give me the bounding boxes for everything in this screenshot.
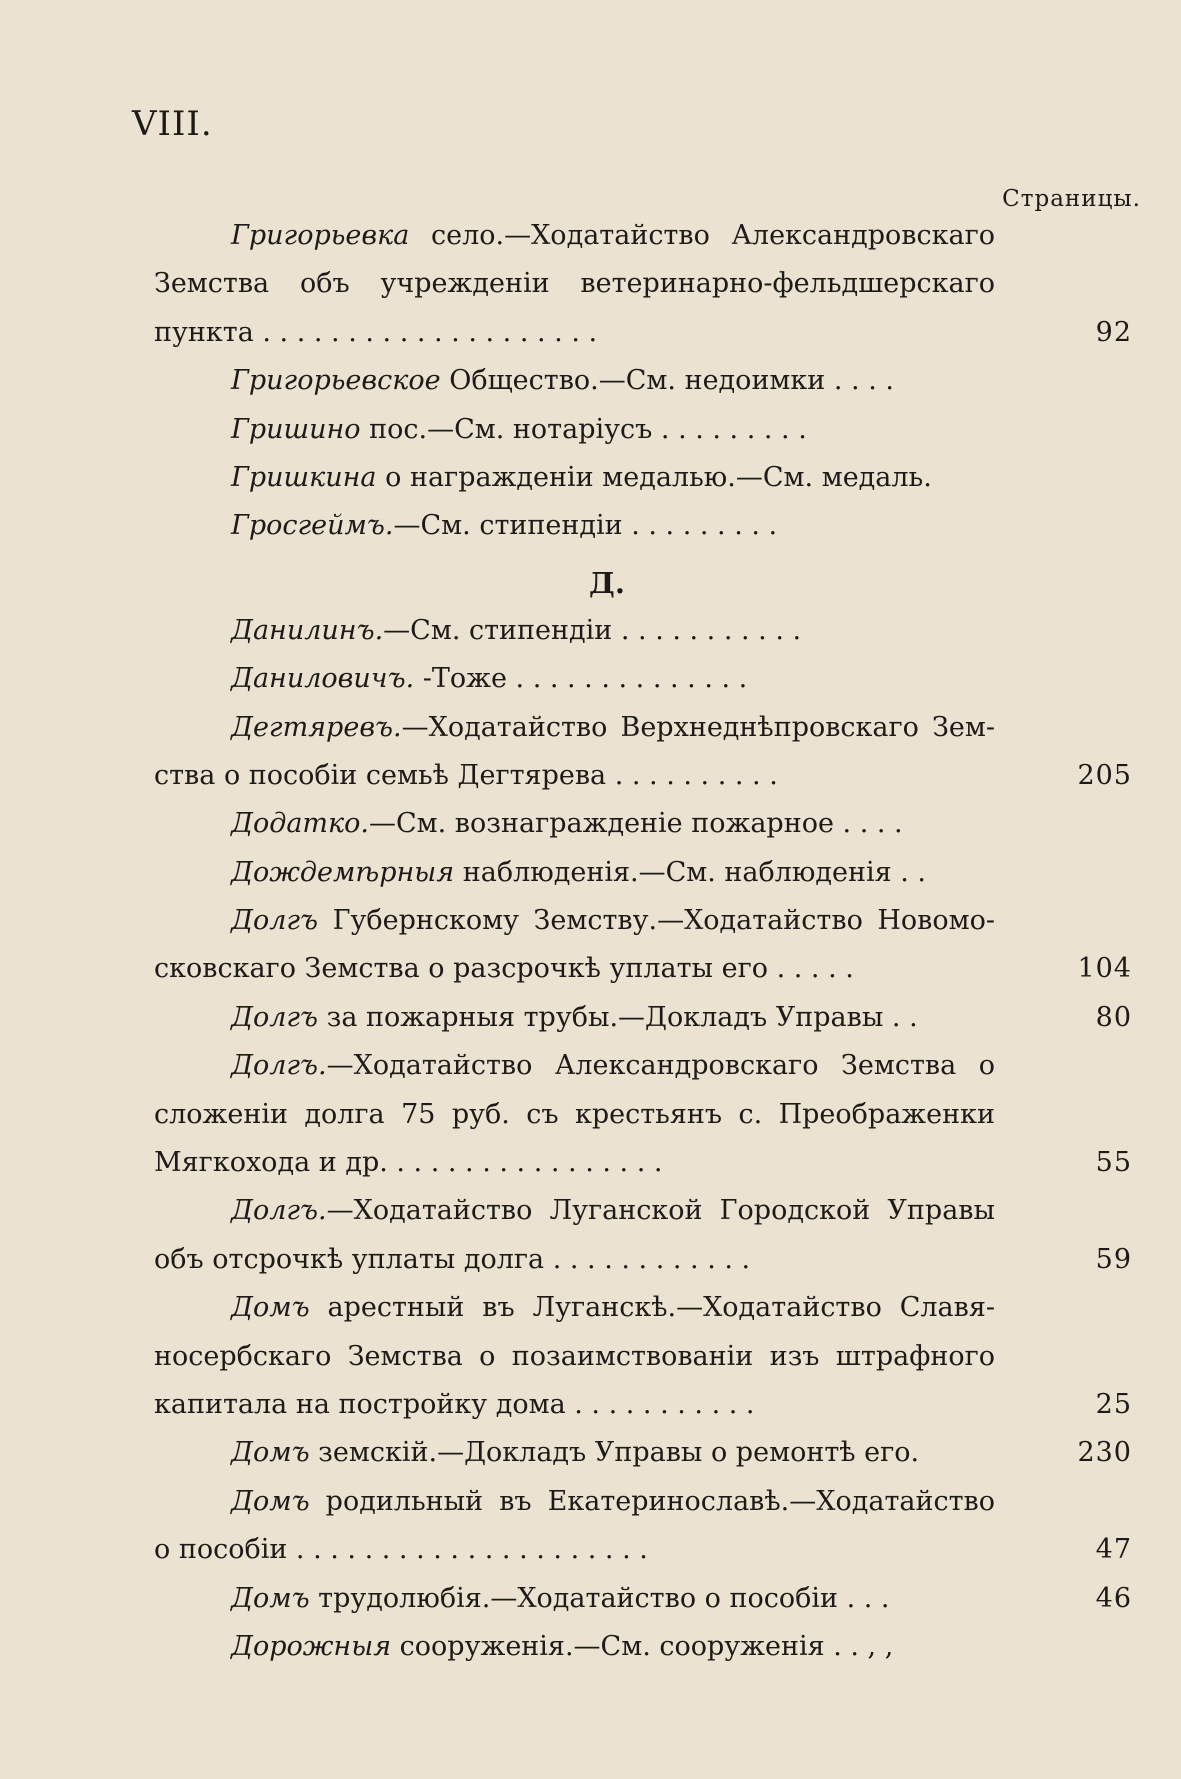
entry-keyword: Домъ: [231, 1292, 310, 1324]
index-entry: [154, 1187, 1150, 1284]
entry-text: носербскаго Земства о позаимствованіи изъ штрафного: [154, 1340, 995, 1372]
entry-line: [154, 1284, 1150, 1332]
entry-text: за пожарныя трубы.—Докладъ Управы . .: [318, 1001, 918, 1033]
entry-line: [154, 406, 1150, 454]
entry-text: трудолюбія.—Ходатайство о пособіи . . .: [309, 1582, 890, 1614]
index-entries: [154, 212, 1150, 1671]
entry-line: [154, 800, 1150, 848]
entry-line: [154, 1575, 1150, 1623]
index-entry: [154, 502, 1150, 550]
entry-line: [154, 357, 1150, 405]
entry-page-number: 25: [1095, 1388, 1132, 1420]
entry-text: —Ходатайство Луганской Городской Управы: [326, 1195, 995, 1227]
index-entry: [154, 454, 1150, 502]
entry-keyword: Долгъ.: [231, 1195, 327, 1227]
entry-text: —См. стипендіи . . . . . . . . . . .: [383, 614, 802, 646]
index-entry: [154, 655, 1150, 703]
entry-line: [154, 1091, 1150, 1139]
entry-text: —См. вознагражденіе пожарное . . . .: [368, 808, 903, 840]
entry-keyword: Даниловичъ.: [231, 663, 415, 695]
entry-line: [154, 1478, 1150, 1526]
index-entry: [154, 406, 1150, 454]
entry-page-number: 205: [1077, 759, 1132, 791]
entry-text: наблюденія.—См. наблюденія . .: [454, 856, 927, 888]
entry-line: [154, 704, 1150, 752]
entry-line: [154, 1139, 1150, 1187]
entry-line: [154, 655, 1150, 703]
entry-page-number: 230: [1077, 1437, 1132, 1469]
entry-keyword: Гришкина: [231, 461, 377, 493]
index-entry: [154, 897, 1150, 994]
entry-line: [154, 309, 1150, 357]
entry-page-number: 47: [1095, 1534, 1132, 1566]
entry-text: пос.—См. нотаріусъ . . . . . . . . .: [360, 413, 807, 445]
index-entry: [154, 357, 1150, 405]
section-heading: Д.: [589, 565, 625, 600]
entry-text: сооруженія.—См. сооруженія . . , ,: [391, 1630, 894, 1662]
entry-text: ства о пособіи семьѣ Дегтярева . . . . . . . . . .: [154, 759, 778, 791]
index-entry: [154, 994, 1150, 1042]
entry-text: Земства объ учрежденіи ветеринарно-фельдшерскаго: [154, 268, 995, 300]
entry-page-number: 80: [1095, 1001, 1132, 1033]
index-entry: [154, 1284, 1150, 1429]
entry-line: [154, 607, 1150, 655]
index-entry: [154, 212, 1150, 357]
entry-line: [154, 1187, 1150, 1235]
entry-text: капитала на постройку дома . . . . . . . . . . .: [154, 1388, 755, 1420]
entry-line: [154, 1623, 1150, 1671]
index-entry: [154, 1042, 1150, 1187]
entry-text: село.—Ходатайство Александровскаго: [409, 220, 995, 251]
entry-keyword: Домъ: [231, 1485, 310, 1517]
entry-text: —Ходатайство Александровскаго Земства о: [326, 1050, 995, 1082]
section-d-entries: [154, 607, 1150, 1672]
entry-text: пункта . . . . . . . . . . . . . . . . . . . .: [154, 316, 598, 348]
entry-line: [154, 454, 1150, 502]
entry-text: арестный въ Луганскѣ.—Ходатайство Славя-: [309, 1292, 995, 1324]
entry-text: сковскаго Земства о разсрочкѣ уплаты его . . . . .: [154, 953, 854, 985]
entry-text: —Ходатайство Верхнеднѣпровскаго Зем-: [401, 711, 995, 743]
entry-text: сложеніи долга 75 руб. съ крестьянъ с. Преображенки: [154, 1098, 995, 1130]
entry-keyword: Долгъ: [231, 905, 319, 937]
entry-line: [154, 994, 1150, 1042]
entry-line: [154, 1526, 1150, 1574]
index-entry: [154, 1478, 1150, 1575]
entry-line: [154, 897, 1150, 945]
entry-page-number: 55: [1095, 1147, 1132, 1179]
index-entry: [154, 1575, 1150, 1623]
index-entry: [154, 607, 1150, 655]
entry-keyword: Григорьевское: [231, 365, 441, 397]
entry-text: объ отсрочкѣ уплаты долга . . . . . . . . . . . .: [154, 1243, 751, 1275]
entry-text: о награжденіи медалью.—См. медаль.: [376, 461, 932, 493]
entry-line: [154, 1381, 1150, 1429]
entry-text: -Тоже . . . . . . . . . . . . . .: [414, 663, 748, 695]
entry-text: о пособіи . . . . . . . . . . . . . . . . . . . . .: [154, 1534, 648, 1566]
entry-keyword: Долгъ.: [231, 1050, 327, 1082]
entry-text: Мягкохода и др. . . . . . . . . . . . . . . . .: [154, 1147, 663, 1179]
entry-line: [154, 752, 1150, 800]
entry-keyword: Дегтяревъ.: [231, 711, 402, 743]
entry-keyword: Гросгеймъ.: [231, 510, 394, 542]
index-entry: [154, 1429, 1150, 1477]
entry-page-number: 104: [1077, 953, 1132, 985]
entry-line: [154, 945, 1150, 993]
entry-line: [154, 1042, 1150, 1090]
entry-line: [154, 260, 1150, 308]
entry-line: [154, 849, 1150, 897]
entry-page-number: 92: [1095, 316, 1132, 348]
entry-keyword: Григорьевка: [231, 220, 410, 251]
entry-keyword: Додатко.: [231, 808, 369, 840]
entry-line: [154, 1429, 1150, 1477]
section-g-entries: [154, 212, 1150, 551]
entry-text: Губернскому Земству.—Ходатайство Новомо-: [318, 905, 995, 937]
entry-keyword: Данилинъ.: [231, 614, 384, 646]
entry-line: [154, 212, 1150, 260]
index-entry: [154, 849, 1150, 897]
entry-keyword: Гришино: [231, 413, 361, 445]
entry-keyword: Домъ: [231, 1582, 310, 1614]
entry-text: родильный въ Екатеринославѣ.—Ходатайство: [309, 1485, 995, 1517]
entry-line: [154, 502, 1150, 550]
entry-line: [154, 1333, 1150, 1381]
entry-keyword: Дорожныя: [231, 1630, 392, 1662]
entry-text: Общество.—См. недоимки . . . .: [440, 365, 894, 397]
entry-line: [154, 1236, 1150, 1284]
page-number: VIII.: [132, 104, 213, 144]
index-entry: [154, 704, 1150, 801]
entry-keyword: Домъ: [231, 1437, 310, 1469]
entry-page-number: 59: [1095, 1243, 1132, 1275]
entry-text: —См. стипендіи . . . . . . . . .: [393, 510, 778, 542]
index-entry: [154, 1623, 1150, 1671]
index-entry: [154, 800, 1150, 848]
pages-column-header: Страницы.: [1002, 186, 1141, 212]
entry-keyword: Дождемѣрныя: [231, 856, 455, 888]
entry-keyword: Долгъ: [231, 1001, 319, 1033]
entry-text: земскій.—Докладъ Управы о ремонтѣ его.: [309, 1437, 920, 1469]
entry-page-number: 46: [1095, 1582, 1132, 1614]
